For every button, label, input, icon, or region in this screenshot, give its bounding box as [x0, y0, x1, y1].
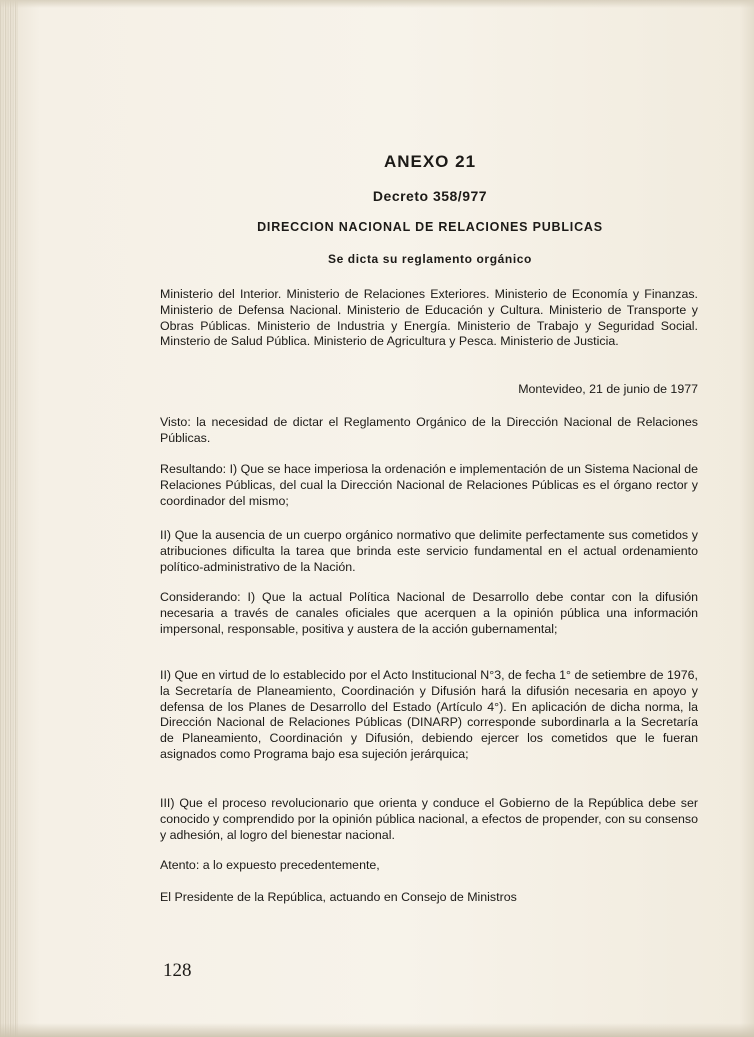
annex-title: ANEXO 21: [383, 152, 477, 171]
direction-heading: DIRECCION NACIONAL DE RELACIONES PUBLICAS: [257, 220, 603, 234]
page-top-shadow: [0, 0, 754, 8]
ministries-paragraph: Ministerio del Interior. Ministerio de Relaciones Exteriores. Ministerio de Economía y Finanzas. Ministerio de Defensa Nacional. Ministerio de Educación y Cultura. Ministerio de Transporte y Obras Públicas. Ministerio de Industria y Energía. Ministerio de Trabajo y Seguridad Social. Minsterio de Salud Pública. Ministerio de Agricultura y Pesca. Ministerio de Justicia.: [160, 287, 698, 349]
place-date: Montevideo, 21 de junio de 1977: [518, 382, 698, 396]
presidente-paragraph: El Presidente de la República, actuando en Consejo de Ministros: [160, 890, 517, 904]
considerando-paragraph-3: III) Que el proceso revolucionario que orienta y conduce el Gobierno de la República debe ser conocido y comprendido por la opinión pública nacional, a efectos de propender, con su consenso y adhesión, al logro del bienestar nacional.: [160, 796, 698, 842]
resultando-paragraph: Resultando: I) Que se hace imperiosa la ordenación e implementación de un Sistema Nacional de Relaciones Públicas, del cual la Dirección Nacional de Relaciones Públicas es el órgano rector y coordinador del mismo;: [160, 462, 698, 508]
decree-number: Decreto 358/977: [372, 188, 488, 204]
decree-subtitle: Se dicta su reglamento orgánico: [328, 252, 532, 266]
page-number: 128: [163, 960, 192, 981]
resultando-paragraph-2: II) Que la ausencia de un cuerpo orgánico normativo que delimite perfectamente sus cometidos y atribuciones dificulta la tarea que brinda este servicio fundamental en el actual ordenamiento político-administrativo de la Nación.: [160, 528, 698, 574]
visto-paragraph: Visto: la necesidad de dictar el Reglamento Orgánico de la Dirección Nacional de Relaciones Públicas.: [160, 415, 698, 445]
atento-paragraph: Atento: a lo expuesto precedentemente,: [160, 858, 380, 872]
considerando-paragraph-2: II) Que en virtud de lo establecido por el Acto Institucional N°3, de fecha 1° de setiembre de 1976, la Secretaría de Planeamiento, Coordinación y Difusión hará la difusión necesaria en apoyo y defensa de los Planes de Desarrollo del Estado (Artículo 4°). En aplicación de dicha norma, la Dirección Nacional de Relaciones Públicas (DINARP) corresponde subordinarla a la Secretaría de Planeamiento, Coordinación y Difusión, debiendo ejercer los cometidos que le fueran asignados como Programa bajo esa sujeción jerárquica;: [160, 668, 698, 761]
page-bottom-shadow: [0, 1023, 754, 1037]
considerando-paragraph: Considerando: I) Que la actual Política Nacional de Desarrollo debe contar con la difusión necesaria a través de canales oficiales que acerquen a la opinión pública una información impersonal, responsable, positiva y austera de la acción gubernamental;: [160, 590, 698, 636]
page-stack-edge: [0, 0, 18, 1037]
